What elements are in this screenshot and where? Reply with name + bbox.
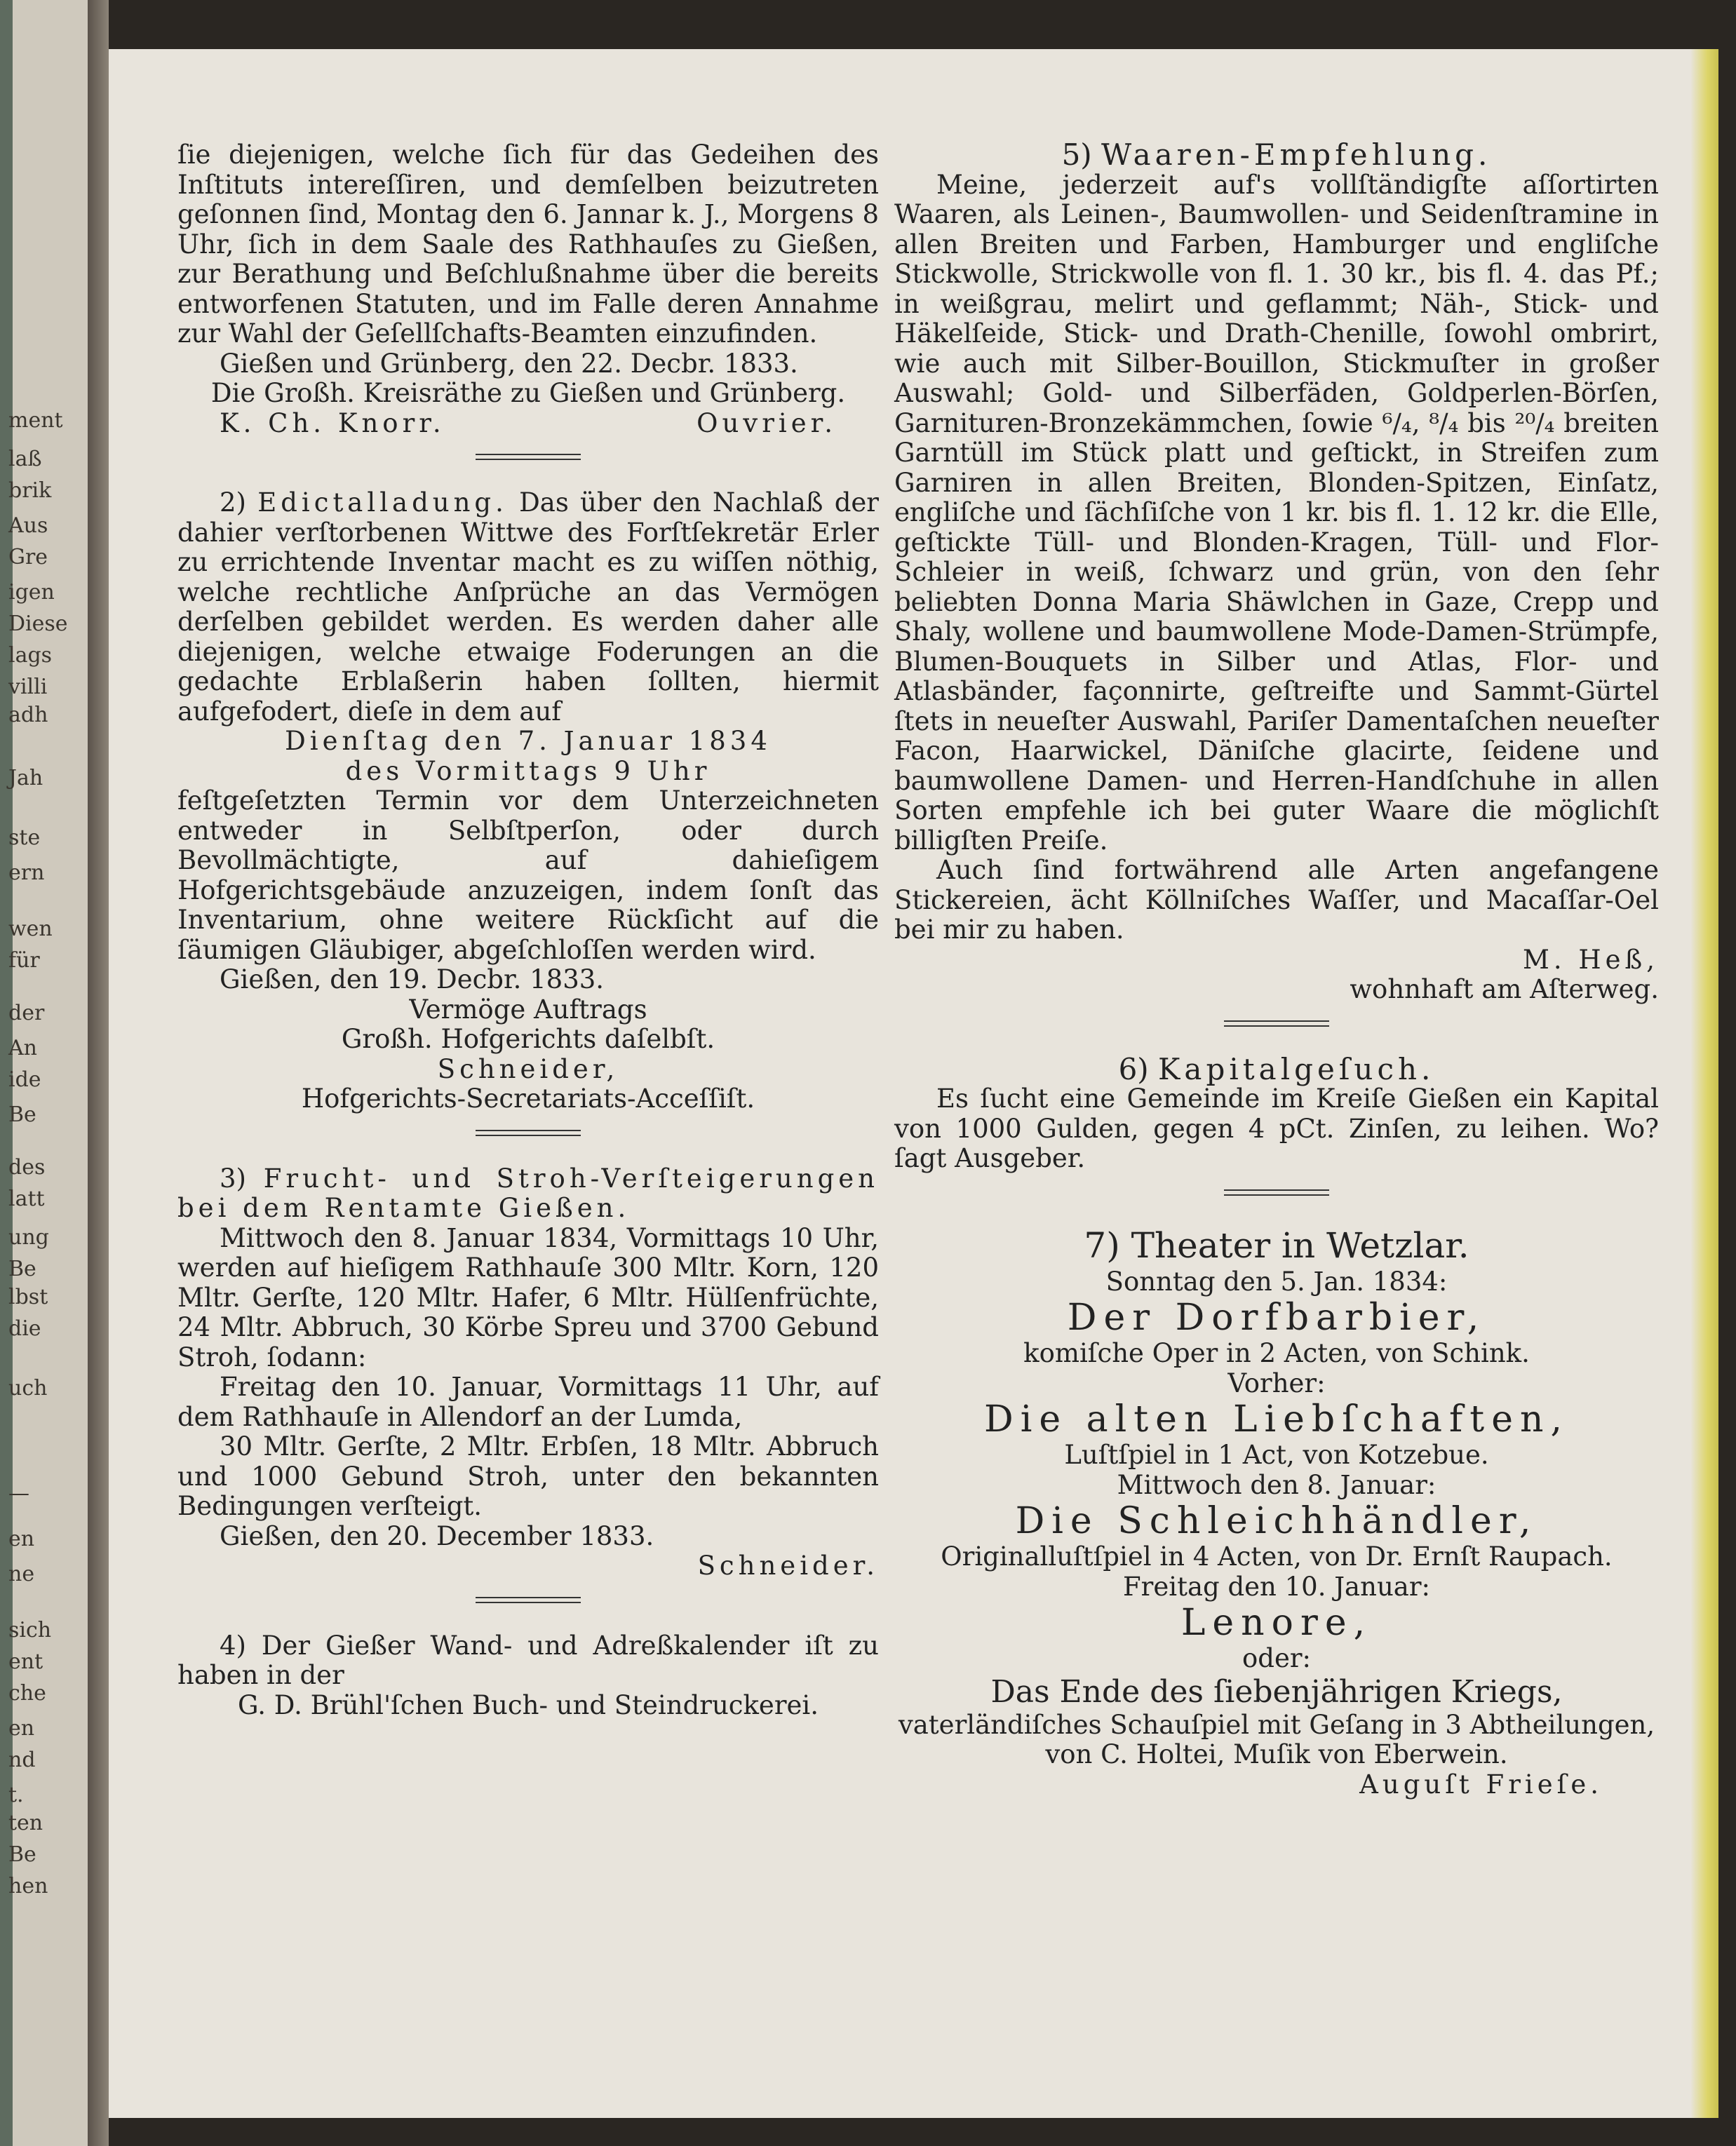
section2-body: Das über den Nachlaß der dahier verſtorbenen Wittwe des Forſtſekretär Erler zu errichtende Inventar macht es zu wiſſen nöthig, welche rechtliche Anſprüche an das Vermögen derſelben gebildet werden. Es werden daher alle diejenigen, welche etwaige Foderungen an die gedachte Erblaßerin haben ſollten, hiermit aufgefodert, dieſe in dem auf — [177, 487, 879, 727]
previous-page-fragment: t. — [8, 1783, 24, 1807]
section4-publisher: G. D. Brühl'ſchen Buch- und Steindruckerei. — [237, 1689, 819, 1720]
section2-lead — [177, 488, 879, 727]
section2-sig4: Hofgerichts-Secretariats-Acceſſiſt. — [301, 1084, 755, 1114]
section1-body: ſie diejenigen, welche ſich für das Gedeihen des Inſtituts intereſſiren, und demſelben beizutreten geſonnen ſind, Montag den 6. Jannar k. J., Morgens 8 Uhr, ſich in dem Saale des Rathhauſes zu Gießen, zur Berathung und Beſchlußnahme über die bereits entworfenen Statuten, und im Falle deren Annahme zur Wahl der Geſellſchafts-Beamten einzufinden. — [177, 140, 879, 349]
previous-page-fragment: der — [8, 1001, 45, 1025]
section2-date-line1: Dienſtag den 7. Januar 1834 — [285, 726, 772, 756]
section5-body: Meine, jederzeit auf's vollſtändigſte aſſortirten Waaren, als Leinen-, Baumwollen- und Seidenſtramine in allen Breiten und Farben, Hamburger und engliſche Stickwolle, Strickwolle von fl. 1. 30 kr., bis fl. 4. das Pf.; in weißgrau, melirt und geflammt; Näh-, Stick- und Häkelſeide, Stick- und Drath-Chenille, ſowohl ombrirt, wie auch mit Silber-Bouillon, Stickmuſter in großer Auswahl; Gold- und Silberfäden, Goldperlen-Börſen, Garnituren-Bronzekämmchen, ſowie ⁶/₄, ⁸/₄ bis ²⁰/₄ breiten Garntüll im Stück platt und geſtickt, in Streifen zum Garniren in allen Breiten, Blonden-Spitzen, Einſatz, engliſche und ſächſiſche von 1 kr. bis fl. 1. 12 kr. die Elle, geſtickte Tüll- und Blonden-Kragen, Tüll- und Flor-Schleier in weiß, ſchwarz und grün, von den ſehr beliebten Donna Maria Shäwlchen in Gaze, Crepp und Shaly, wollene und baumwollene Mode-Damen-Strümpfe, Blumen-Bouquets in Silber und Atlas, Flor- und Atlasbänder, façonnirte, geſtreifte und Sammt-Gürtel ſtets in neueſter Auswahl, Pariſer Damentaſchen neueſter Facon, Haarwickel, Däniſche glacirte, ſeidene und baumwollene Damen- und Herren-Handſchuhe in allen Sorten empfehle ich bei guter Waare die möglichſt billigſten Preiſe. — [894, 169, 1659, 856]
section7-title-line — [894, 1224, 1659, 1267]
section2-date-line2: des Vormittags 9 Uhr — [345, 755, 711, 786]
section2-sig3: Schneider, — [437, 1053, 619, 1084]
previous-page-fragment: wen — [8, 917, 53, 941]
previous-page-fragment: lags — [8, 643, 53, 668]
section1-signers — [177, 409, 879, 439]
section2-place-date: Gießen, den 19. Decbr. 1833. — [220, 964, 605, 994]
previous-page-fragment: en — [8, 1527, 35, 1551]
previous-page-fragment: Be — [8, 1842, 36, 1867]
previous-page-fragment: ent — [8, 1649, 43, 1674]
previous-page-fragment: igen — [8, 580, 55, 605]
previous-page-fragment: lbst — [8, 1285, 48, 1309]
previous-page-fragment: die — [8, 1316, 41, 1341]
section3-place-date: Gießen, den 20. December 1833. — [220, 1520, 654, 1551]
section2-heading: Edictalladung. — [257, 487, 508, 518]
section2-body2: feſtgeſetzten Termin vor dem Unterzeichneten entweder in Selbſtperſon, oder durch Bevollmächtigte, auf dahieſigem Hofgerichtsgebäude anzuzeigen, indem ſonſt das Inventarium, ohne weitere Rückſicht auf die ſäumigen Gläubiger, abgeſchloſſen werden wird. — [177, 785, 879, 965]
section5-number: 5) — [1061, 137, 1092, 172]
play-title-liebschaften: Die alten Liebſchaften, — [984, 1398, 1569, 1440]
previous-page-edge — [0, 0, 88, 2146]
section-divider — [1224, 1189, 1329, 1196]
section6-heading: Kapitalgeſuch. — [1158, 1051, 1435, 1086]
section5-address: wohnhaft am Aſterweg. — [1350, 974, 1659, 1004]
previous-page-fragment: sich — [8, 1618, 52, 1642]
section3-heading: Frucht- und Stroh-Verſteigerungen bei dem Rentamte Gießen. — [177, 1163, 879, 1223]
left-column — [177, 140, 879, 1720]
theater-date-2: Mittwoch den 8. Januar: — [1117, 1469, 1436, 1500]
section3-lead — [177, 1164, 879, 1224]
play-title-schleichhaendler: Die Schleichhändler, — [1015, 1500, 1538, 1542]
previous-page-fragment: ide — [8, 1067, 41, 1092]
section4-body: Der Gießer Wand- und Adreßkalender iſt zu haben in der — [177, 1630, 879, 1690]
section1-place-date: Gießen und Grünberg, den 22. Decbr. 1833. — [220, 348, 798, 379]
previous-page-fragment: Aus — [8, 513, 48, 538]
section3-body2: Freitag den 10. Januar, Vormittags 11 Uhr, auf dem Rathhauſe in Allendorf an der Lumda, — [177, 1372, 879, 1432]
previous-page-fragment: en — [8, 1716, 35, 1741]
section4-lead — [177, 1631, 879, 1691]
play-desc-2: Luſtſpiel in 1 Act, von Kotzebue. — [1064, 1440, 1489, 1470]
previous-page-fragment: ern — [8, 861, 45, 885]
play-desc-3: Originalluſtſpiel in 4 Acten, von Dr. Ernſt Raupach. — [941, 1541, 1613, 1572]
previous-page-fragment: Diese — [8, 612, 68, 636]
previous-page-fragment: che — [8, 1681, 46, 1706]
section5-title-line — [894, 137, 1659, 172]
right-column — [894, 137, 1659, 1800]
previous-page-fragment: hen — [8, 1874, 48, 1898]
section3-number: 3) — [220, 1163, 246, 1194]
play-desc-1: komiſche Oper in 2 Acten, von Schink. — [1023, 1338, 1530, 1368]
previous-page-fragment: adh — [8, 703, 48, 727]
previous-page-fragment: ne — [8, 1562, 35, 1586]
previous-page-fragment: laß — [8, 447, 42, 471]
section-divider — [476, 1597, 581, 1603]
previous-page-fragment: Be — [8, 1102, 36, 1127]
theater-date-1: Sonntag den 5. Jan. 1834: — [1105, 1266, 1448, 1297]
section5-heading: Waaren-Empfehlung. — [1101, 137, 1492, 172]
section5-signer: M. Heß, — [1522, 944, 1659, 975]
previous-page-fragment: Jah — [8, 766, 43, 790]
section2-number: 2) — [220, 487, 246, 518]
section3-signer: Schneider. — [697, 1551, 879, 1581]
section7-number: 7) — [1084, 1224, 1120, 1266]
signer-ouvrier: Ouvrier. — [697, 407, 837, 438]
section6-title-line — [894, 1051, 1659, 1086]
previous-page-fragment: Gre — [8, 545, 48, 569]
section-divider — [476, 454, 581, 460]
signer-knorr: K. Ch. Knorr. — [220, 407, 445, 438]
previous-page-fragment: — — [8, 1481, 29, 1506]
section-divider — [476, 1130, 581, 1136]
previous-page-fragment: ung — [8, 1225, 49, 1250]
previous-page-fragment: ste — [8, 825, 41, 850]
previous-page-fragment: latt — [8, 1187, 45, 1211]
previous-page-fragment: nd — [8, 1748, 36, 1772]
play-title-lenore: Lenore, — [1180, 1602, 1373, 1644]
play-desc-4: vaterländiſches Schauſpiel mit Geſang in 3 Abtheilungen, von C. Holtei, Muſik von Eberwein. — [898, 1709, 1655, 1769]
page-yellow-edge — [1690, 49, 1718, 2118]
newspaper-page — [109, 49, 1718, 2118]
theater-vorher: Vorher: — [1227, 1368, 1326, 1398]
previous-page-fragment: für — [8, 948, 40, 973]
theater-oder: oder: — [1242, 1643, 1311, 1673]
section5-body2: Auch ſind fortwährend alle Arten angefangene Stickereien, ächt Köllniſches Waſſer, und Macaſſar-Oel bei mir zu haben. — [894, 855, 1659, 945]
section6-number: 6) — [1118, 1051, 1149, 1086]
section-divider — [1224, 1020, 1329, 1027]
section3-body3: 30 Mltr. Gerſte, 2 Mltr. Erbſen, 18 Mltr. Abbruch und 1000 Gebund Stroh, unter den bekannten Bedingungen verſteigt. — [177, 1431, 879, 1521]
previous-page-fragment: ment — [8, 408, 63, 433]
previous-page-fragment: ten — [8, 1811, 43, 1835]
section2-sig2: Großh. Hofgerichts daſelbſt. — [341, 1024, 715, 1054]
section2-sig1: Vermöge Auftrags — [409, 994, 647, 1025]
previous-page-fragment: brik — [8, 478, 52, 503]
book-gutter — [88, 0, 109, 2146]
section7-signer: Auguſt Frieſe. — [1359, 1769, 1603, 1800]
theater-date-3: Freitag den 10. Januar: — [1122, 1571, 1430, 1602]
section6-body: Es ſucht eine Gemeinde im Kreiſe Gießen ein Kapital von 1000 Gulden, gegen 4 pCt. Zinſen, zu leihen. Wo? ſagt Ausgeber. — [894, 1084, 1659, 1173]
previous-page-fragment: An — [8, 1036, 37, 1060]
previous-page-fragment: villi — [8, 675, 48, 699]
play-subtitle: Das Ende des ſiebenjährigen Kriegs, — [990, 1673, 1563, 1710]
play-title-dorfbarbier: Der Dorfbarbier, — [1067, 1297, 1486, 1339]
section1-authority: Die Großh. Kreisräthe zu Gießen und Grünberg. — [210, 378, 846, 408]
section7-heading: Theater in Wetzlar. — [1131, 1224, 1469, 1266]
previous-page-fragment: uch — [8, 1376, 48, 1401]
section3-body1: Mittwoch den 8. Januar 1834, Vormittags 10 Uhr, werden auf hieſigem Rathhauſe 300 Mltr. Korn, 120 Mltr. Gerſte, 120 Mltr. Hafer, 6 Mltr. Hülſenfrüchte, 24 Mltr. Abbruch, 30 Körbe Spreu und 3700 Gebund Stroh, ſodann: — [177, 1222, 879, 1372]
previous-page-fragment: Be — [8, 1257, 36, 1281]
previous-page-fragment: des — [8, 1155, 46, 1180]
section4-number: 4) — [220, 1630, 246, 1661]
